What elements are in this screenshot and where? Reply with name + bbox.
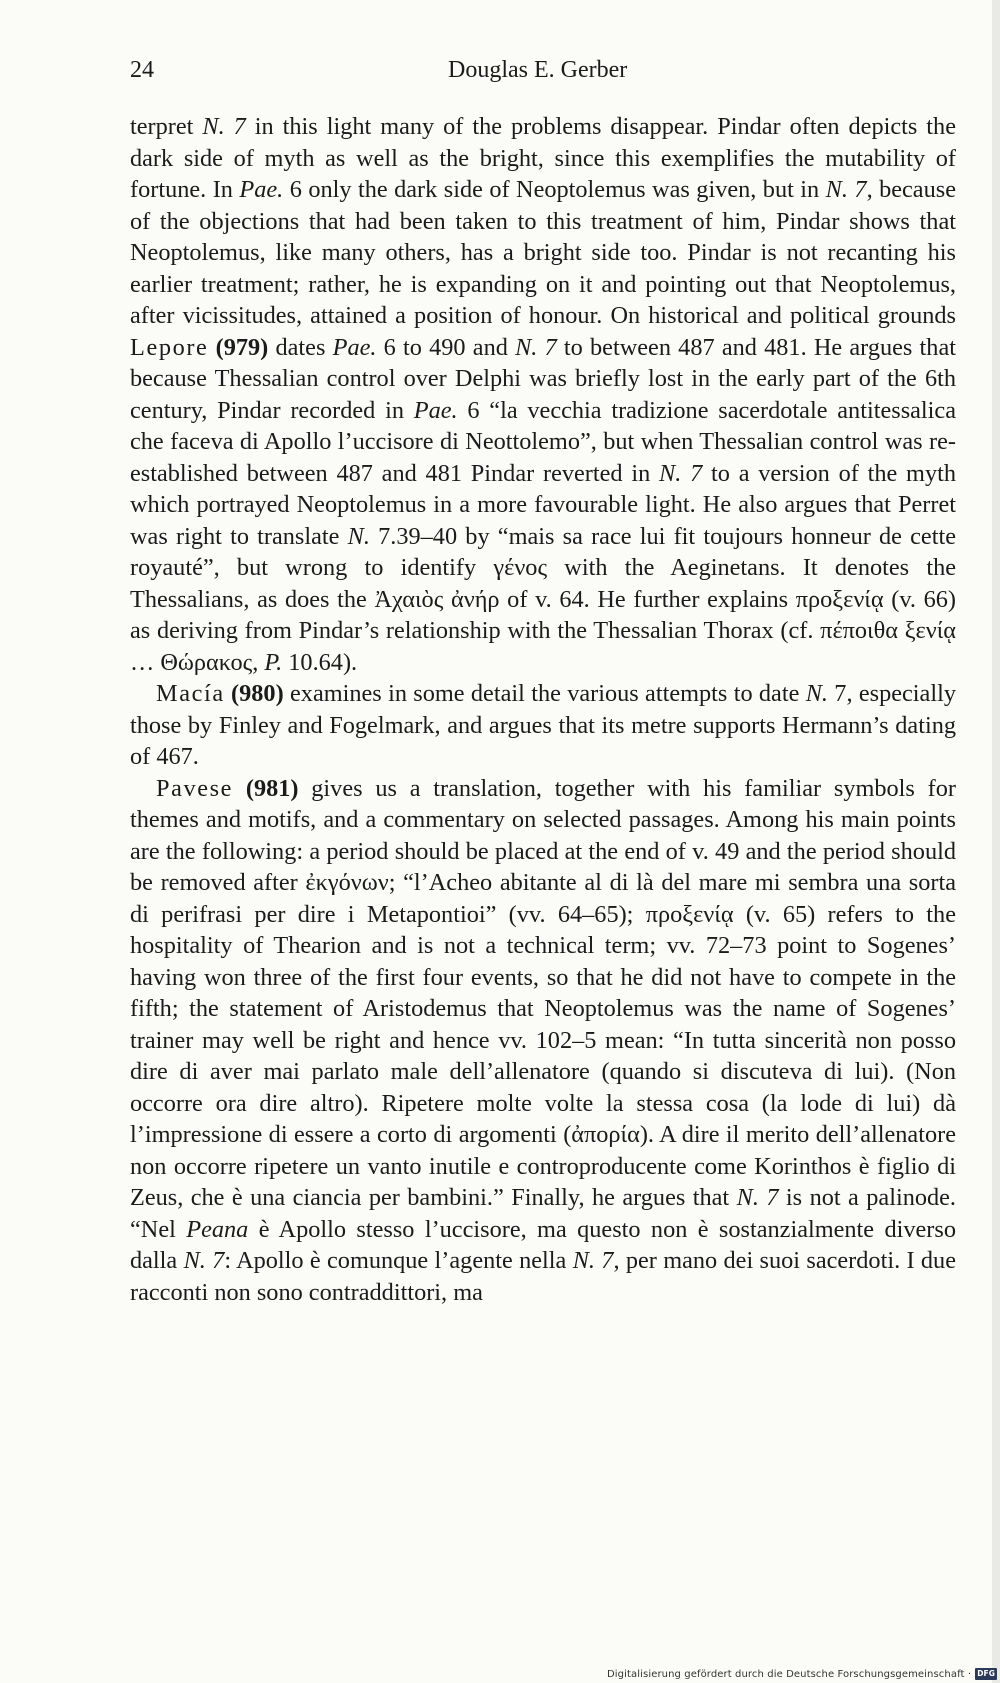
text-run: examines in some detail the various attempts to date — [283, 680, 806, 707]
italic-citation: N. — [805, 680, 828, 707]
reference-number: (981) — [245, 774, 299, 802]
author-name: Pavese — [156, 774, 234, 802]
italic-citation: Pae. — [239, 176, 284, 203]
italic-citation: Pae. — [413, 396, 458, 424]
page-number: 24 — [130, 57, 154, 83]
paragraph-pavese — [130, 773, 956, 1309]
text-run: in this light many of the problems disappear. Pindar often depicts the dark side of myth as well as the bright, since this exemplifies the mutability of fortune. In — [130, 113, 956, 203]
reference-number: (979) — [215, 333, 269, 361]
italic-citation: P. — [264, 648, 283, 676]
running-head: Douglas E. Gerber — [448, 57, 628, 83]
italic-citation: N. — [347, 522, 370, 550]
text-run: è Apollo stesso l’uccisore, ma questo non è sostanzialmente diverso dalla — [130, 1215, 956, 1274]
author-name: Macía — [156, 680, 225, 707]
paragraph-continuation — [130, 111, 956, 678]
author-name: Lepore — [130, 333, 209, 361]
italic-citation: N. 7 — [183, 1247, 225, 1274]
italic-citation: N. 7 — [736, 1184, 779, 1211]
reference-number: (980) — [231, 680, 284, 707]
italic-citation: N. 7 — [825, 176, 867, 203]
italic-title: Peana — [186, 1215, 249, 1243]
text-run: , per mano dei suoi sacerdoti. I due racconti non sono contraddittori, ma — [130, 1247, 956, 1306]
italic-citation: N. 7 — [515, 333, 557, 361]
text-run: to between 487 and 481. He argues that because Thessalian control over Delphi was briefly lost in the early part of the 6th century, Pindar recorded in — [130, 333, 956, 424]
text-run — [233, 775, 246, 802]
text-run: 6 only the dark side of Neoptolemus was given, but in — [283, 176, 826, 203]
italic-citation: N. 7 — [572, 1247, 614, 1274]
text-run: : Apollo è comunque l’agente nella — [224, 1247, 573, 1274]
text-run: to a version of the myth which portrayed Neoptolemus in a more favourable light. He also argues that Perret was right to translate — [130, 459, 956, 550]
text-run: terpret — [130, 113, 203, 140]
dfg-logo-icon: DFG — [975, 1668, 997, 1680]
text-run: 7, especially those by Finley and Fogelmark, and argues that its metre supports Hermann’s dating of 467. — [130, 680, 956, 770]
page-edge-strip — [992, 0, 1000, 1683]
paragraph-macia — [130, 678, 956, 773]
text-run: 10.64). — [282, 648, 358, 676]
digitization-footer — [607, 1666, 997, 1682]
text-run — [208, 334, 215, 361]
text-run: , because of the objections that had been taken to this treatment of him, Pindar shows that Neoptolemus, like many others, has a bright side too. Pindar is not recanting his earlier treatment; rather, he is expanding on it and pointing out that Neoptolemus, after vicissitudes, attained a position of honour. On historical and political grounds — [130, 176, 956, 329]
italic-citation: N. 7 — [202, 113, 246, 140]
text-run: is not a palinode. “Nel — [130, 1184, 957, 1243]
text-run: gives us a translation, together with his familiar symbols for themes and motifs, and a commentary on selected passages. Among his main points are the following: a period should be placed at the end of v. 49 and the period should be removed after ἐκγόνων; “l’Acheo abitante al di là del mare mi sembra una sorta di perifrasi per dire i Metapontioi” (vv. 64–65); προξενίᾳ (v. 65) refers to the hospitality of Thearion and is not a technical term; vv. 72–73 point to Sogenes’ having won three of the first four events, so that he did not have to compete in the fifth; the statement of Aristodemus that Neoptolemus was the name of Sogenes’ trainer may well be right and hence vv. 102–5 mean: “In tutta sincerità non posso dire di aver mai parlato male dell’allenatore (quando si discuteva di lui). (Non occorre ora dire altro). Ripetere molte volte la stessa cosa (la lode di lui) dà l’impressione di essere a corto di argomenti (ἀπορία). A dire il merito dell’allenatore non occorre ripetere un vanto inutile e controproducente come Korinthos è figlio di Zeus, che è una ciancia per bambini.” Finally, he argues that — [130, 774, 956, 1211]
text-run: 6 “la vecchia tradizione sacerdotale antitessalica che faceva di Apollo l’uccisore di Neottolemo”, but when Thessalian control was re-established between 487 and 481 Pindar reverted in — [130, 396, 957, 487]
page-header — [130, 52, 956, 88]
text-run: dates — [268, 333, 333, 361]
text-run: 6 to 490 and — [376, 333, 516, 361]
italic-citation: N. 7 — [659, 459, 703, 487]
text-run: 7.39–40 by “mais sa race lui fit toujours honneur de cette royauté”, but wrong to identify γένος with the Aeginetans. It denotes the Thessalians, as does the Ἀχαιὸς ἀνήρ of v. 64. He further explains προξενίᾳ (v. 66) as deriving from Pindar’s relationship with the Thessalian Thorax (cf. πέποιθα ξενίᾳ … Θώρακος, — [130, 522, 956, 676]
footer-credit: Digitalisierung gefördert durch die Deutsche Forschungsgemeinschaft · — [607, 1668, 972, 1680]
body-text — [130, 111, 956, 1308]
italic-citation: Pae. — [332, 333, 377, 361]
